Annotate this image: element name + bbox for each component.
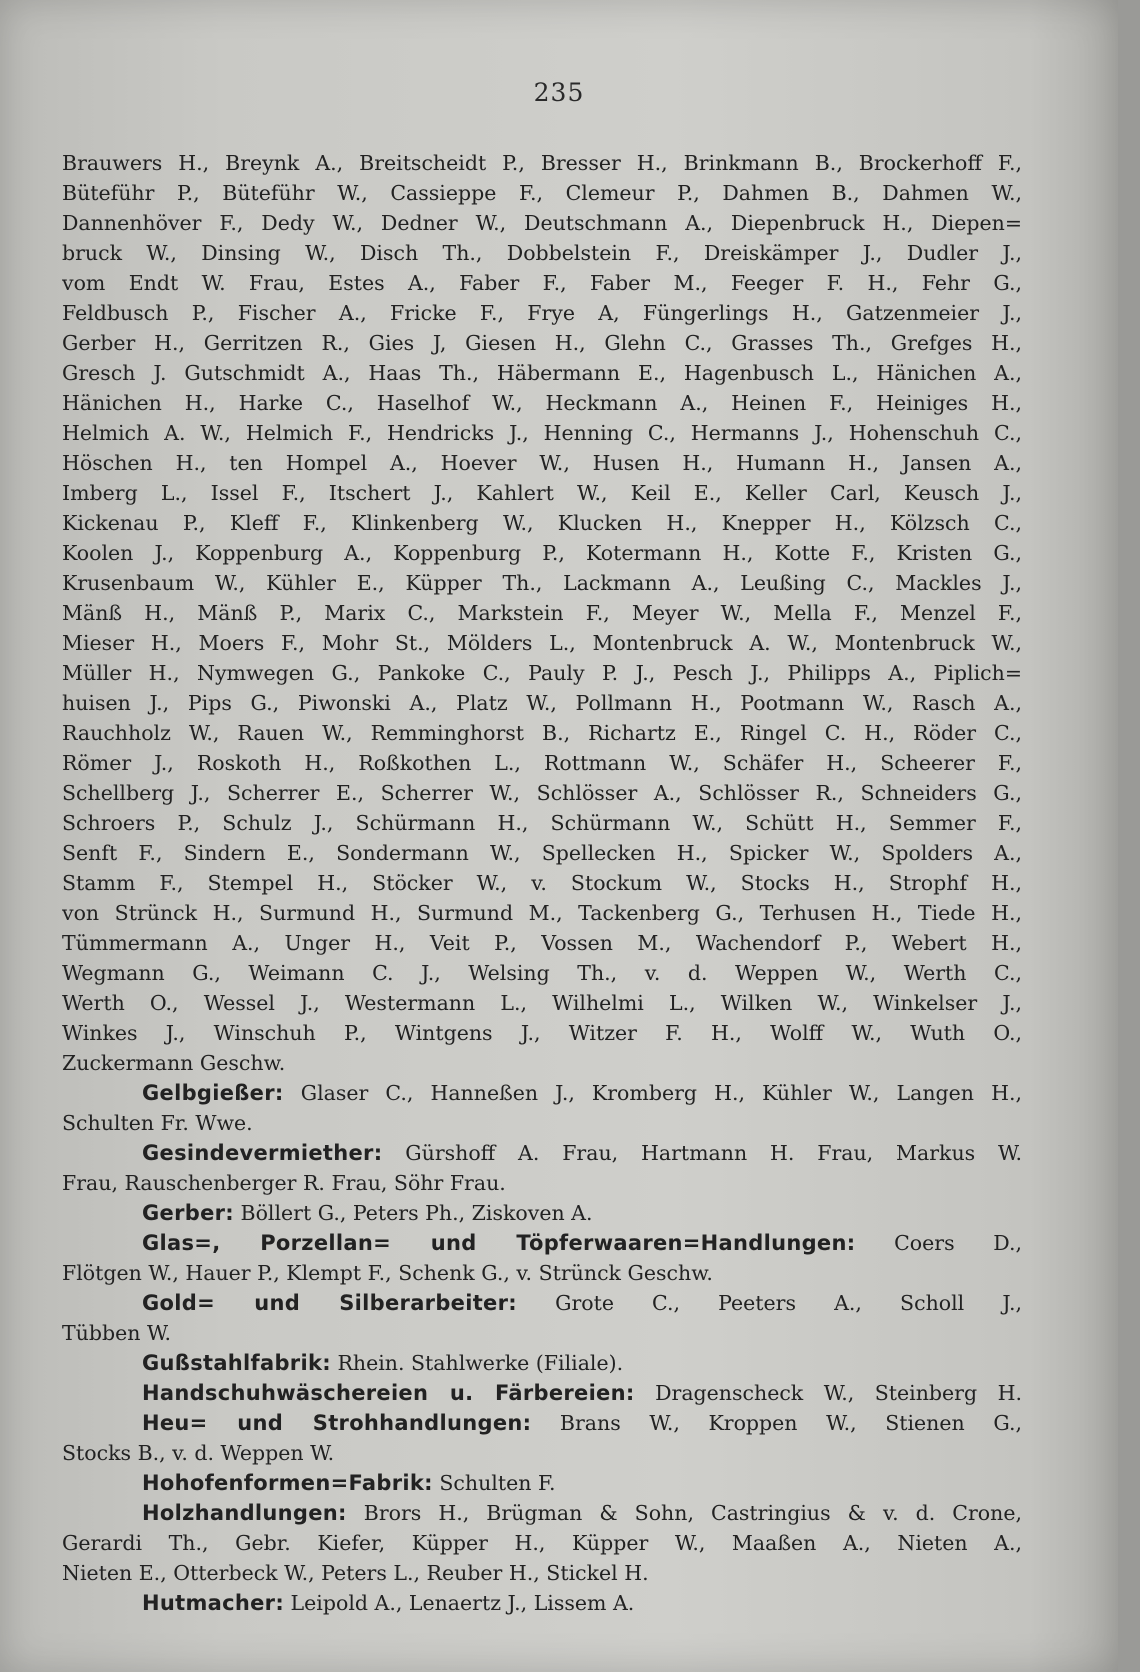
category-entry	[62, 1408, 1022, 1438]
text-line: Gerardi Th., Gebr. Kiefer, Küpper H., Küpper W., Maaßen A., Nieten A.,	[62, 1531, 1022, 1555]
text-line: Mieser H., Moers F., Mohr St., Mölders L., Montenbruck A. W., Montenbruck W.,	[62, 631, 1022, 655]
category-text: Grote C., Peeters A., Scholl J.,	[555, 1291, 1022, 1315]
text-line: Gresch J. Gutschmidt A., Haas Th., Häbermann E., Hagenbusch L., Hänichen A.,	[62, 361, 1022, 385]
text-line: Werth O., Wessel J., Westermann L., Wilhelmi L., Wilken W., Winkelser J.,	[62, 991, 1022, 1015]
category-heading: Gesindevermiether:	[142, 1141, 383, 1165]
text-line: Frau, Rauschenberger R. Frau, Söhr Frau.	[62, 1171, 506, 1195]
category-heading: Gerber:	[142, 1201, 234, 1225]
text-line: Mänß H., Mänß P., Marix C., Markstein F., Meyer W., Mella F., Menzel F.,	[62, 601, 1022, 625]
category-entry	[62, 1288, 1022, 1318]
category-entry	[62, 1348, 1022, 1378]
text-line: Senft F., Sindern E., Sondermann W., Spellecken H., Spicker W., Spolders A.,	[62, 841, 1022, 865]
text-line: Kickenau P., Kleff F., Klinkenberg W., Klucken H., Knepper H., Kölzsch C.,	[62, 511, 1022, 535]
category-entry	[62, 1468, 1022, 1498]
text-line: Koolen J., Koppenburg A., Koppenburg P., Kotermann H., Kotte F., Kristen G.,	[62, 541, 1022, 565]
category-text: Dragenscheck W., Steinberg H.	[655, 1381, 1022, 1405]
category-heading: Heu= und Strohhandlungen:	[142, 1411, 532, 1435]
category-entry	[62, 1498, 1022, 1528]
category-text: Böllert G., Peters Ph., Ziskoven A.	[240, 1201, 593, 1225]
text-line: von Strünck H., Surmund H., Surmund M., Tackenberg G., Terhusen H., Tiede H.,	[62, 901, 1022, 925]
category-text: Coers D.,	[894, 1231, 1022, 1255]
text-line: Stocks B., v. d. Weppen W.	[62, 1441, 335, 1465]
page-number: 235	[533, 78, 585, 107]
category-entry	[62, 1588, 1022, 1618]
text-line: Schellberg J., Scherrer E., Scherrer W., Schlösser A., Schlösser R., Schneiders G.,	[62, 781, 1022, 805]
text-line: Imberg L., Issel F., Itschert J., Kahlert W., Keil E., Keller Carl, Keusch J.,	[62, 481, 1022, 505]
category-heading: Handschuhwäschereien u. Färbereien:	[142, 1381, 635, 1405]
text-line: Dannenhöver F., Dedy W., Dedner W., Deutschmann A., Diepenbruck H., Diepen=	[62, 211, 1022, 235]
category-text: Brans W., Kroppen W., Stienen G.,	[559, 1411, 1022, 1435]
text-line: Nieten E., Otterbeck W., Peters L., Reuber H., Stickel H.	[62, 1561, 649, 1585]
text-line: huisen J., Pips G., Piwonski A., Platz W., Pollmann H., Pootmann W., Rasch A.,	[62, 691, 1022, 715]
category-heading: Holzhandlungen:	[142, 1501, 347, 1525]
text-line: vom Endt W. Frau, Estes A., Faber F., Faber M., Feeger F. H., Fehr G.,	[62, 271, 1022, 295]
text-line: Helmich A. W., Helmich F., Hendricks J., Henning C., Hermanns J., Hohenschuh C.,	[62, 421, 1022, 445]
text-line: Stamm F., Stempel H., Stöcker W., v. Stockum W., Stocks H., Strophf H.,	[62, 871, 1022, 895]
text-line: Wegmann G., Weimann C. J., Welsing Th., v. d. Weppen W., Werth C.,	[62, 961, 1022, 985]
category-heading: Gußstahlfabrik:	[142, 1351, 331, 1375]
category-text: Rhein. Stahlwerke (Filiale).	[337, 1351, 624, 1375]
category-text: Schulten F.	[439, 1471, 556, 1495]
text-line: Feldbusch P., Fischer A., Fricke F., Frye A, Füngerlings H., Gatzenmeier J.,	[62, 301, 1022, 325]
category-entry	[62, 1198, 1022, 1228]
text-line: Tümmermann A., Unger H., Veit P., Vossen M., Wachendorf P., Webert H.,	[62, 931, 1022, 955]
text-line: Müller H., Nymwegen G., Pankoke C., Pauly P. J., Pesch J., Philipps A., Piplich=	[62, 661, 1022, 685]
category-entry	[62, 1078, 1022, 1108]
category-text: Glaser C., Hanneßen J., Kromberg H., Kühler W., Langen H.,	[300, 1081, 1022, 1105]
category-text: Brors H., Brügman & Sohn, Castringius & v. d. Crone,	[363, 1501, 1022, 1525]
category-heading: Glas=, Porzellan= und Töpferwaaren=Handlungen:	[142, 1231, 856, 1255]
category-heading: Hohofenformen=Fabrik:	[142, 1471, 433, 1495]
text-line: Flötgen W., Hauer P., Klempt F., Schenk G., v. Strünck Geschw.	[62, 1261, 713, 1285]
directory-text	[62, 148, 1022, 1618]
text-line: Schulten Fr. Wwe.	[62, 1111, 253, 1135]
category-heading: Gold= und Silberarbeiter:	[142, 1291, 517, 1315]
text-line: Hänichen H., Harke C., Haselhof W., Heckmann A., Heinen F., Heiniges H.,	[62, 391, 1022, 415]
category-heading: Gelbgießer:	[142, 1081, 284, 1105]
text-line: Höschen H., ten Hompel A., Hoever W., Husen H., Humann H., Jansen A.,	[62, 451, 1022, 475]
text-line: Büteführ P., Büteführ W., Cassieppe F., Clemeur P., Dahmen B., Dahmen W.,	[62, 181, 1022, 205]
text-line: Zuckermann Geschw.	[62, 1051, 286, 1075]
text-line: Rauchholz W., Rauen W., Remminghorst B., Richartz E., Ringel C. H., Röder C.,	[62, 721, 1022, 745]
text-line: Winkes J., Winschuh P., Wintgens J., Witzer F. H., Wolff W., Wuth O.,	[62, 1021, 1022, 1045]
category-entry	[62, 1378, 1022, 1408]
text-line: Schroers P., Schulz J., Schürmann H., Schürmann W., Schütt H., Semmer F.,	[62, 811, 1022, 835]
text-line: Brauwers H., Breynk A., Breitscheidt P., Bresser H., Brinkmann B., Brockerhoff F.,	[62, 151, 1022, 175]
text-line: Gerber H., Gerritzen R., Gies J, Giesen H., Glehn C., Grasses Th., Grefges H.,	[62, 331, 1022, 355]
text-line: Tübben W.	[62, 1321, 171, 1345]
category-text: Leipold A., Lenaertz J., Lissem A.	[290, 1591, 635, 1615]
text-line: Krusenbaum W., Kühler E., Küpper Th., Lackmann A., Leußing C., Mackles J.,	[62, 571, 1022, 595]
category-text: Gürshoff A. Frau, Hartmann H. Frau, Markus W.	[405, 1141, 1022, 1165]
category-entry	[62, 1138, 1022, 1168]
text-line: Römer J., Roskoth H., Roßkothen L., Rottmann W., Schäfer H., Scheerer F.,	[62, 751, 1022, 775]
text-line: bruck W., Dinsing W., Disch Th., Dobbelstein F., Dreiskämper J., Dudler J.,	[62, 241, 1022, 265]
name-list	[62, 148, 1022, 1078]
category-entry	[62, 1228, 1022, 1258]
category-heading: Hutmacher:	[142, 1591, 285, 1615]
